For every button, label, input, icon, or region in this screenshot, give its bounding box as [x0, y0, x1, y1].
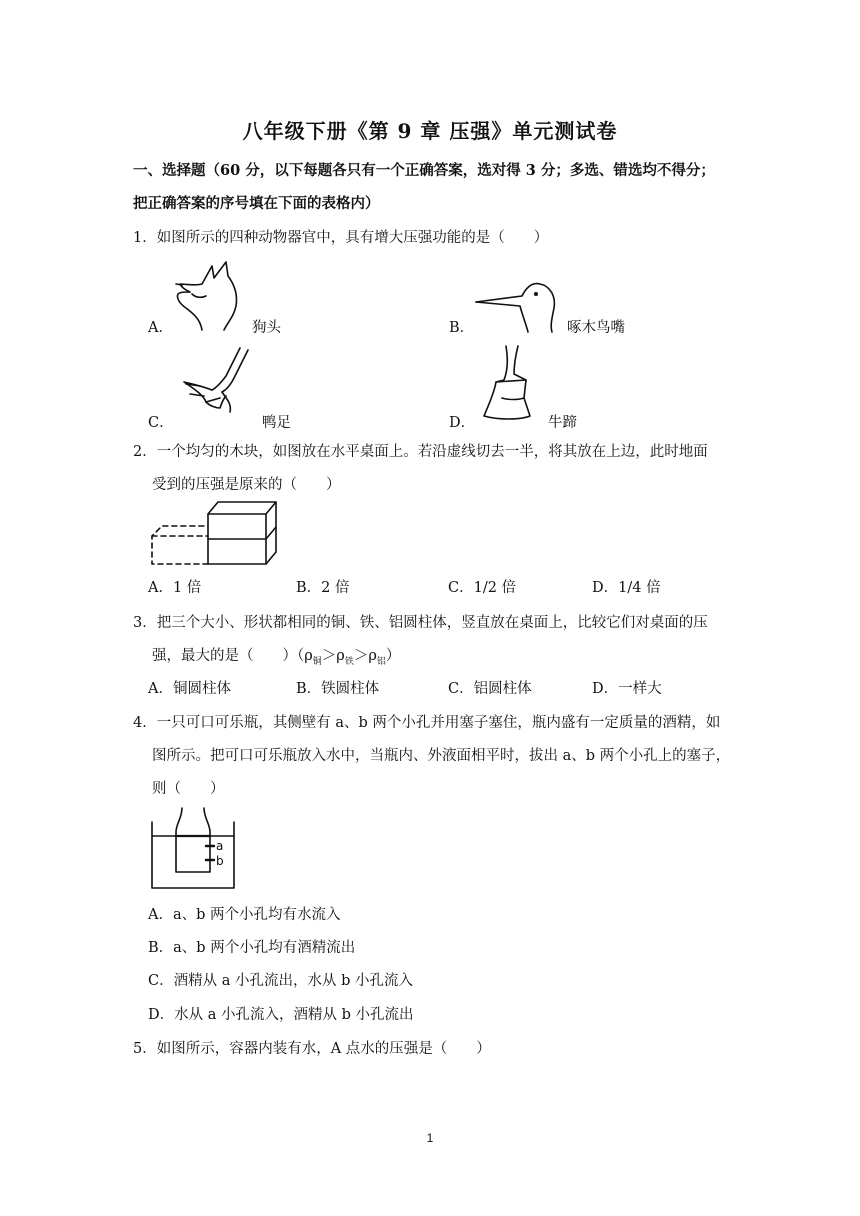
q1-option-c-letter: C．: [148, 415, 174, 431]
q2-stem-line2: 受到的压强是原来的（ ）: [152, 477, 341, 493]
fig-label-b: b: [216, 854, 224, 868]
q4-option-d: D．水从 a 小孔流入，酒精从 b 小孔流出: [148, 1007, 414, 1023]
woodpecker-beak-figure: [470, 278, 570, 333]
dog-head-figure: [172, 258, 252, 333]
cola-bottle-figure: [150, 806, 236, 890]
section-heading-line2: 把正确答案的序号填在下面的表格内）: [133, 195, 380, 212]
page-number: 1: [426, 1131, 434, 1145]
q2-option-d: D．1/4 倍: [592, 580, 661, 596]
fig-label-a: a: [216, 839, 224, 853]
q3-stem-line2: 强，最大的是（ ）$(\rho_铜>\rho_铁>\rho_铝)$: [152, 648, 401, 667]
q3-option-b: B．铁圆柱体: [296, 681, 380, 697]
cow-hoof-figure: [474, 344, 544, 424]
q1-option-b-label: 啄木鸟嘴: [567, 320, 625, 336]
q2-option-a: A．1 倍: [148, 580, 202, 596]
duck-foot-figure: [176, 346, 266, 416]
q4-option-a: A．a、b 两个小孔均有水流入: [148, 907, 341, 923]
page-title: 八年级下册《第 9 章 压强》单元测试卷: [242, 119, 618, 143]
q4-option-c: C．酒精从 a 小孔流出，水从 b 小孔流入: [148, 973, 413, 989]
section-heading-line1: 一、选择题（60 分，以下每题各只有一个正确答案，选对得 3 分；多选、错选均不得分；: [133, 162, 715, 179]
q3-option-d: D．一样大: [592, 681, 662, 697]
q4-stem-line3: 则（ ）: [152, 781, 225, 797]
q4-stem-line2: 图所示。把可口可乐瓶放入水中，当瓶内、外液面相平时，拔出 a、b 两个小孔上的塞子，: [152, 748, 731, 764]
q5-stem: 5．如图所示，容器内装有水，A 点水的压强是（ ）: [133, 1041, 491, 1057]
q2-option-c: C．1/2 倍: [448, 580, 517, 596]
q1-option-b-letter: B．: [449, 320, 475, 336]
q2-option-b: B．2 倍: [296, 580, 350, 596]
q1-stem: 1．如图所示的四种动物器官中，具有增大压强功能的是（ ）: [133, 230, 549, 246]
q1-option-d-letter: D．: [449, 415, 476, 431]
q1-option-a-letter: A．: [148, 320, 173, 336]
q3-option-c: C．铝圆柱体: [448, 681, 532, 697]
q1-option-c-label: 鸭足: [262, 415, 291, 431]
q2-stem-line1: 2．一个均匀的木块，如图放在水平桌面上。若沿虚线切去一半，将其放在上边，此时地面: [133, 444, 708, 460]
q3-stem-line1: 3．把三个大小、形状都相同的铜、铁、铝圆柱体，竖直放在桌面上，比较它们对桌面的压: [133, 615, 708, 631]
q1-option-d-label: 牛蹄: [548, 415, 577, 431]
q4-option-b: B．a、b 两个小孔均有酒精流出: [148, 940, 356, 956]
wooden-block-figure: [148, 498, 280, 570]
q3-option-a: A．铜圆柱体: [148, 681, 231, 697]
q4-stem-line1: 4．一只可口可乐瓶，其侧壁有 a、b 两个小孔并用塞子塞住，瓶内盛有一定质量的酒精，如: [133, 715, 721, 731]
q1-option-a-label: 狗头: [252, 320, 281, 336]
